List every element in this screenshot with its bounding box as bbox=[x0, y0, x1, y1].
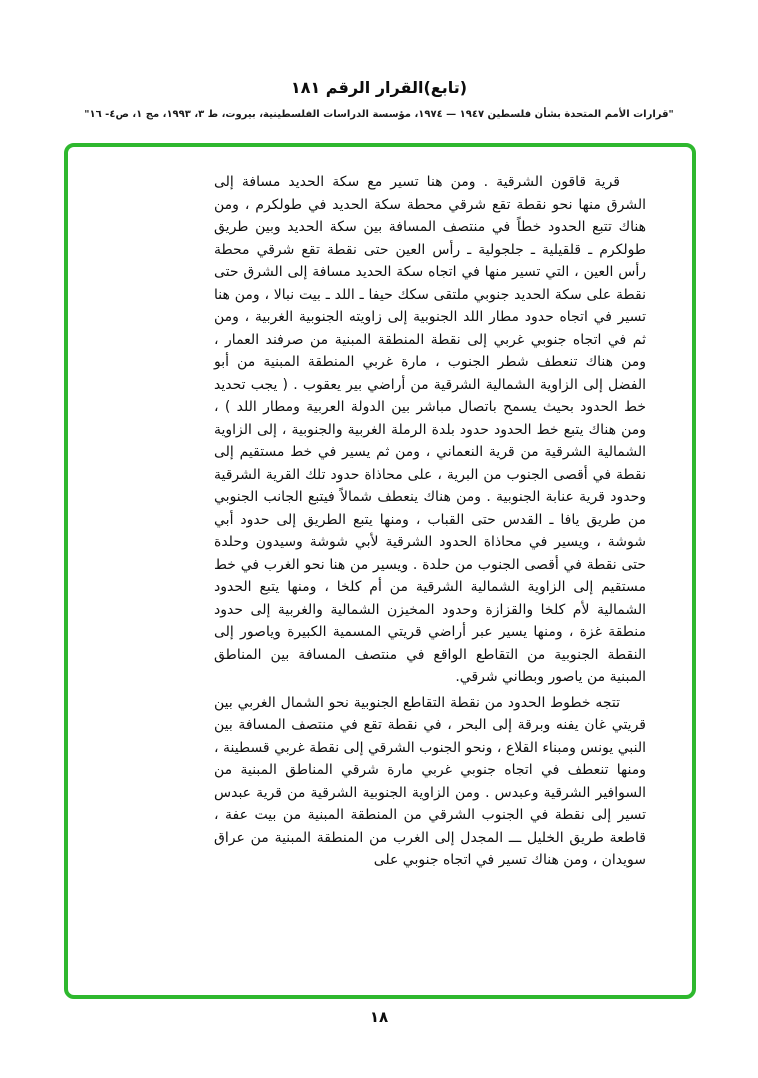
page-title: (تابع)القرار الرقم ١٨١ bbox=[290, 78, 468, 97]
citation-line: "قرارات الأمم المتحدة بشأن فلسطين ١٩٤٧ — ١٩٧٤، مؤسسة الدراسات الفلسطينية، بيروت، ط ٣، ١٩٩٣، مج ١، ص٤- ١٦" bbox=[84, 109, 674, 120]
green-border-box bbox=[64, 143, 696, 999]
body-paragraph-1: قرية قاقون الشرقية . ومن هنا تسير مع سكة الحديد مسافة إلى الشرق منها نحو نقطة تقع شرقي محطة سكة الحديد في طولكرم ، ومن هناك تتبع الحدود خطاً في منتصف المسافة بين سكة الحديد وبين طريق طولكرم ـ قلقيلية ـ جلجولية ـ رأس العين حتى نقطة تقع شرقي محطة رأس العين ، التي تسير منها في اتجاه سكة الحديد مسافة إلى الشرق حتى نقطة على سكة الحديد جنوبي ملتقى سكك حيفا ـ اللد ـ بيت نبالا ، ومن هنا تسير في اتجاه حدود مطار اللد الجنوبية إلى زاويته الجنوبية الغربية ، ومن ثم في اتجاه جنوبي غربي إلى نقطة المنطقة المبنية من صرفند العمار ، ومن هناك تنعطف شطر الجنوب ، مارة غربي المنطقة المبنية من أبو الفضل إلى الزاوية الشمالية الشرقية من أراضي بير يعقوب . ( يجب تحديد خط الحدود بحيث يسمح باتصال مباشر بين الدولة العربية ومطار اللد ) ، ومن هناك يتبع خط الحدود حدود بلدة الرملة الغربية والجنوبية ، إلى الزاوية الشمالية الشرقية من قرية النعماني ، ومن ثم يسير في خط مستقيم إلى نقطة في أقصى الجنوب من البرية ، على محاذاة حدود تلك القرية الشرقية وحدود قرية عنابة الجنوبية . ومن هناك ينعطف شمالاً فيتبع الجانب الجنوبي من طريق يافا ـ القدس حتى القباب ، ومنها يتبع الطريق إلى حدود أبي شوشة ، ويسير في محاذاة الحدود الشرقية لأبي شوشة وسيدون وحلدة حتى نقطة في أقصى الجنوب من حلدة . ويسير من هنا نحو الغرب في خط مستقيم إلى الزاوية الشمالية الشرقية من أم كلخا ، ومنها يتبع الحدود الشمالية لأم كلخا والقزازة وحدود المخيزن الشمالية والغربية إلى حدود منطقة غزة ، ومنها يسير عبر أراضي قريتي المسمية الكبيرة وياصور إلى النقطة الجنوبية من التقاطع الواقع في منتصف المسافة بين المناطق المبنية من ياصور وبطاني شرقي. bbox=[214, 174, 646, 685]
body-paragraph-2: تتجه خطوط الحدود من نقطة التقاطع الجنوبية نحو الشمال الغربي بين قريتي غان يفنه وبرقة إلى البحر ، في نقطة تقع في منتصف المسافة بين النبي يونس ومبناء القلاع ، ونحو الجنوب الشرقي إلى نقطة غربي قسطينة ، ومنها تنعطف في اتجاه جنوبي غربي مارة شرقي المناطق المبنية من السوافير الشرقية وعبدس . ومن الزاوية الجنوبية الشرقية من قرية عبدس تسير إلى نقطة في الجنوب الشرقي من المنطقة المبنية من بيت عفة ، قاطعة طريق الخليل ـــ المجدل إلى الغرب من المنطقة المبنية من عراق سويدان ، ومن هناك تسير في اتجاه جنوبي على bbox=[214, 694, 646, 868]
page-number: ١٨ bbox=[369, 1008, 389, 1026]
